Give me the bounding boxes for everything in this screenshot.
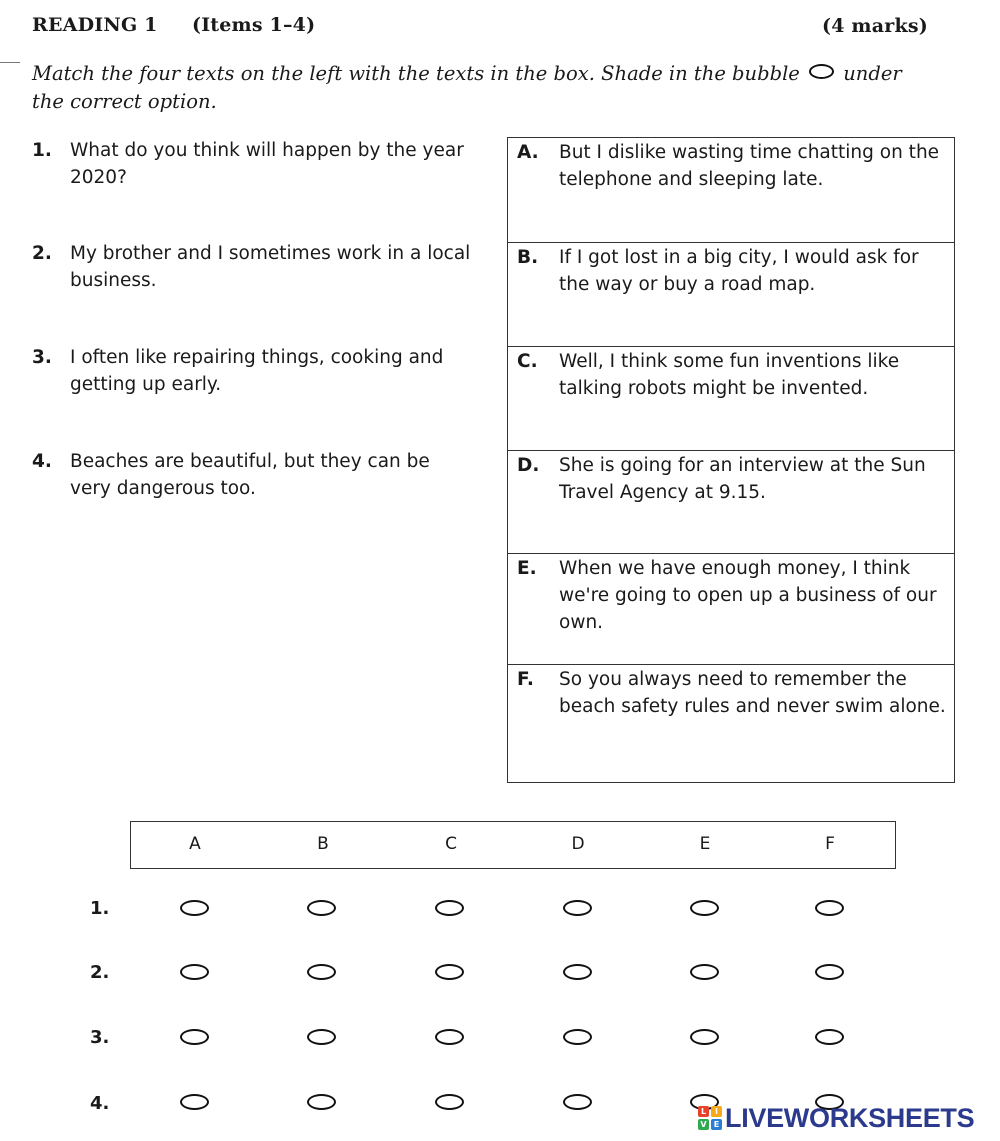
- answer-bubble-3-f[interactable]: [815, 1029, 844, 1045]
- option-letter: A.: [517, 142, 539, 163]
- items-range: (Items 1–4): [192, 14, 316, 36]
- option-text: But I dislike wasting time chatting on the telephone and sleeping late.: [559, 142, 940, 190]
- divider: [0, 62, 20, 63]
- option-e: [508, 553, 954, 664]
- question-text: I often like repairing things, cooking and getting up early.: [70, 347, 444, 395]
- question-number: 2.: [32, 243, 52, 264]
- row-label-2: 2.: [90, 962, 110, 983]
- option-a: [508, 138, 954, 242]
- row-label-4: 4.: [90, 1093, 110, 1114]
- answer-bubble-3-b[interactable]: [307, 1029, 336, 1045]
- instructions-part1: Match the four texts on the left with the texts in the box. Shade in the bubble: [32, 62, 800, 85]
- answer-bubble-4-c[interactable]: [435, 1094, 464, 1110]
- answer-bubble-1-c[interactable]: [435, 900, 464, 916]
- option-text: So you always need to remember the beach safety rules and never swim alone.: [559, 669, 946, 717]
- column-header-e: E: [699, 834, 711, 854]
- logo-mark-letter: I: [711, 1106, 722, 1117]
- answer-bubble-2-f[interactable]: [815, 964, 844, 980]
- option-letter: E.: [517, 558, 537, 579]
- question-number: 4.: [32, 451, 52, 472]
- option-letter: D.: [517, 455, 540, 476]
- answer-bubble-4-a[interactable]: [180, 1094, 209, 1110]
- question-number: 1.: [32, 140, 52, 161]
- row-label-3: 3.: [90, 1027, 110, 1048]
- option-c: [508, 346, 954, 450]
- answer-bubble-1-f[interactable]: [815, 900, 844, 916]
- answer-bubble-4-d[interactable]: [563, 1094, 592, 1110]
- option-d: [508, 450, 954, 553]
- column-header-d: D: [571, 834, 585, 854]
- option-text: When we have enough money, I think we're going to open up a business of our own.: [559, 558, 937, 633]
- option-f: [508, 664, 954, 782]
- question-1: [32, 137, 472, 191]
- answer-bubble-1-b[interactable]: [307, 900, 336, 916]
- answer-bubble-2-c[interactable]: [435, 964, 464, 980]
- question-number: 3.: [32, 347, 52, 368]
- row-label-1: 1.: [90, 898, 110, 919]
- answer-bubble-3-d[interactable]: [563, 1029, 592, 1045]
- column-header-a: A: [189, 834, 201, 854]
- question-4: [32, 448, 472, 502]
- logo-mark-icon: [698, 1106, 722, 1130]
- answer-bubble-4-b[interactable]: [307, 1094, 336, 1110]
- instructions: [32, 60, 932, 116]
- answer-bubble-1-a[interactable]: [180, 900, 209, 916]
- logo-mark-letter: V: [698, 1119, 709, 1130]
- answer-bubble-3-a[interactable]: [180, 1029, 209, 1045]
- answer-bubble-1-e[interactable]: [690, 900, 719, 916]
- column-header-c: C: [445, 834, 457, 854]
- answer-bubble-2-a[interactable]: [180, 964, 209, 980]
- logo-mark-letter: E: [711, 1119, 722, 1130]
- bubble-icon: [809, 64, 834, 79]
- liveworksheets-logo: [698, 1101, 974, 1135]
- marks-label: (4 marks): [822, 15, 928, 37]
- instructions-part2: under the correct option.: [32, 62, 902, 113]
- option-text: Well, I think some fun inventions like talking robots might be invented.: [559, 351, 900, 399]
- answer-bubble-3-e[interactable]: [690, 1029, 719, 1045]
- option-letter: C.: [517, 351, 538, 372]
- option-letter: F.: [517, 669, 534, 690]
- logo-mark-letter: L: [698, 1106, 709, 1117]
- question-3: [32, 344, 472, 398]
- answer-bubble-2-e[interactable]: [690, 964, 719, 980]
- answer-bubble-1-d[interactable]: [563, 900, 592, 916]
- column-header-f: F: [825, 834, 835, 854]
- logo-text: LIVEWORKSHEETS: [725, 1102, 975, 1133]
- question-text: My brother and I sometimes work in a local business.: [70, 243, 471, 291]
- option-b: [508, 242, 954, 346]
- option-text: She is going for an interview at the Sun Travel Agency at 9.15.: [559, 455, 926, 503]
- options-box: [507, 137, 955, 783]
- option-letter: B.: [517, 247, 539, 268]
- option-text: If I got lost in a big city, I would ask for the way or buy a road map.: [559, 247, 919, 295]
- question-text: Beaches are beautiful, but they can be very dangerous too.: [70, 451, 430, 499]
- question-2: [32, 240, 472, 294]
- answer-bubble-2-d[interactable]: [563, 964, 592, 980]
- answer-bubble-2-b[interactable]: [307, 964, 336, 980]
- section-title: READING 1: [32, 14, 158, 36]
- question-text: What do you think will happen by the year 2020?: [70, 140, 464, 188]
- column-header-b: B: [317, 834, 329, 854]
- answer-bubble-3-c[interactable]: [435, 1029, 464, 1045]
- answer-grid-header: [130, 821, 896, 869]
